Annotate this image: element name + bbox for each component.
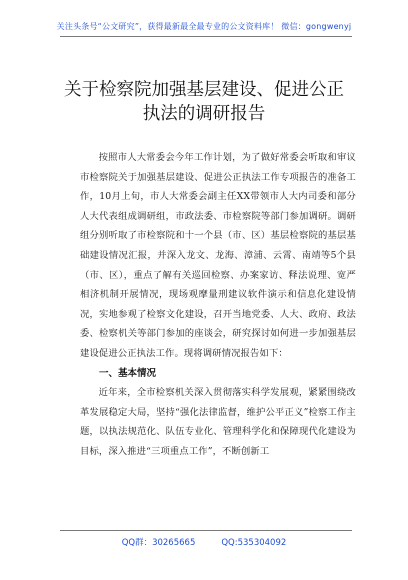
document-title: 关于检察院加强基层建设、促进公正执法的调研报告	[64, 80, 344, 124]
header-divider	[60, 36, 352, 37]
section-paragraph: 近年来，全市检察机关深入贯彻落实科学发展观，紧紧围绕改革发展稳定大局，坚持“强化法律监督，维护公平正义”检察工作主题，以执法规范化、队伍专业化、管理科学化和保障现代化建设为目标，深入推进“三项重点工作”，不断创新工	[80, 387, 356, 457]
footer-qq-group: QQ群：30265665	[121, 538, 196, 548]
footer-qq-number: QQ:535304092	[221, 538, 287, 548]
section-heading-basic-situation: 一、基本情况	[99, 367, 157, 379]
intro-paragraph: 按照市人大常委会今年工作计划，为了做好常委会听取和审议市检察院关于加强基层建设、促进公正执法工作专项报告的准备工作，10月上旬，市人大常委会副主任XX带领市人大内司委和部分人大代表组成调研组，市政法委、市检察院等部门参加调研。调研组分别听取了市检察院和十一个县（市、区）基层检察院的基层基础建设情况汇报，并深入龙文、龙海、漳浦、云霄、南靖等5个县（市、区），重点了解有关巡回检察、办案家访、释法说理、宽严相济机制开展情况，现场观摩量刑建议软件演示和信息化建设情况，实地参观了检察文化建设，召开当地党委、人大、政府、政法委、检察机关等部门参加的座谈会，研究探讨如何进一步加强基层建设促进公正执法工作。现将调研情况报告如下：	[80, 152, 356, 359]
header-promo-note: 关注头条号“公文研究”，获得最新最全最专业的公文资料库！ 微信：gongwenyj	[56, 22, 352, 31]
document-body	[80, 148, 356, 462]
footer-divider	[60, 530, 352, 531]
footer-contact	[0, 536, 408, 548]
